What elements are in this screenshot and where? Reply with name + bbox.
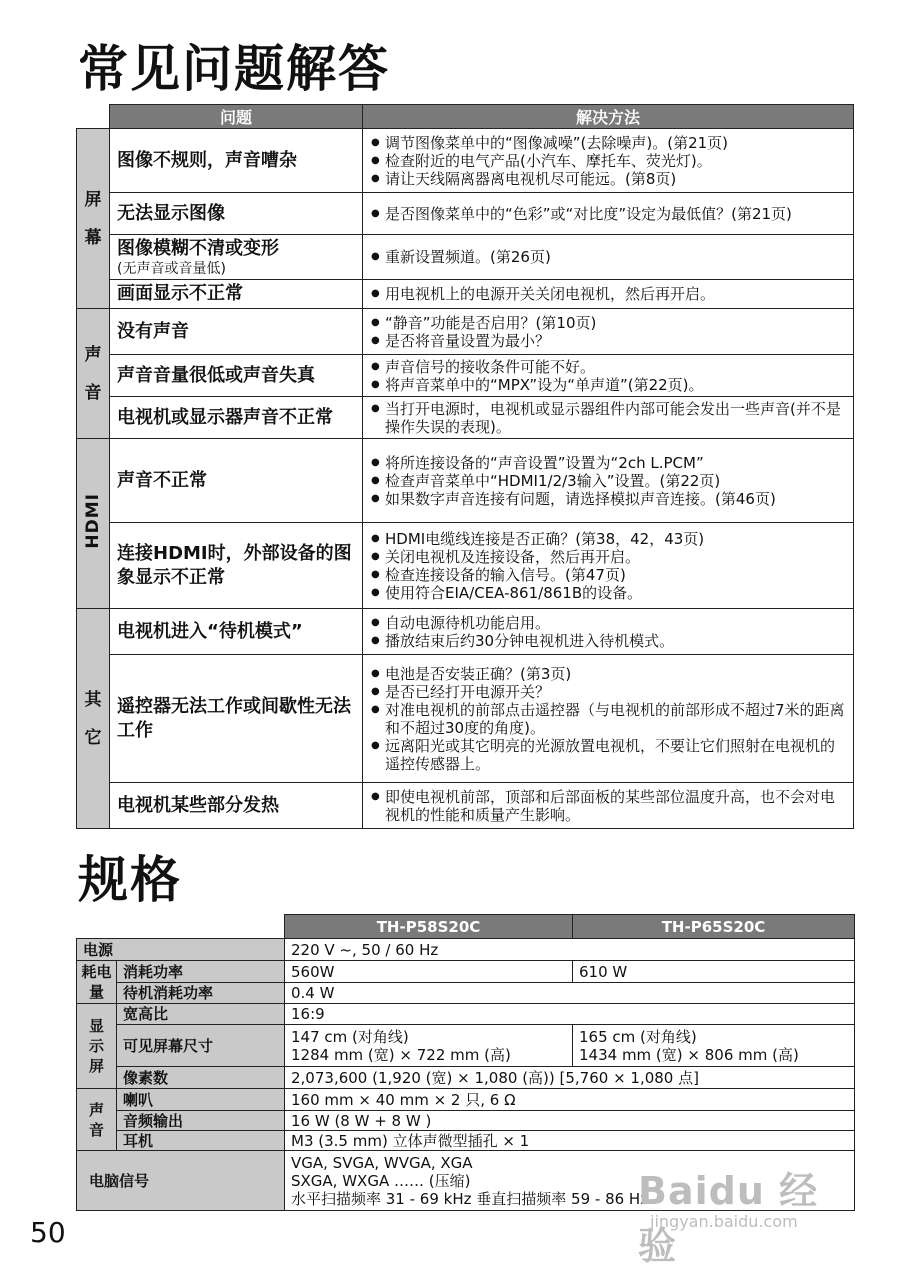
faq-header-question: 问题: [110, 105, 363, 129]
faq-question: [110, 280, 363, 309]
spec-size-v2-line2: 1434 mm (宽) × 806 mm (高): [579, 1045, 799, 1064]
spec-sound-category: [77, 1089, 117, 1151]
faq-category-char: 它: [84, 727, 102, 748]
spec-power-value: 220 V ~, 50 / 60 Hz: [285, 939, 855, 961]
faq-question-text: 没有声音: [117, 320, 189, 342]
spec-consumption-value-2: 610 W: [573, 961, 855, 983]
spec-consumption-value-1: 560W: [285, 961, 573, 983]
faq-question-text: 电视机某些部分发热: [117, 794, 279, 816]
faq-question: [110, 397, 363, 439]
spec-consumption-category: [77, 961, 117, 1004]
faq-row: [77, 439, 854, 523]
faq-solution: [363, 439, 854, 523]
spec-cat-char: 屏: [88, 1057, 104, 1075]
faq-row: [77, 309, 854, 355]
spec-pixels-value: 2,073,600 (1,920 (宽) × 1,080 (高)) [5,760 × 1,080 点]: [285, 1067, 855, 1089]
faq-question-text: 画面显示不正常: [117, 283, 243, 304]
faq-category-char: 其: [84, 689, 102, 710]
faq-row: [77, 193, 854, 235]
spec-speaker-value: 160 mm × 40 mm × 2 只, 6 Ω: [285, 1089, 855, 1111]
spec-standby-label: 待机消耗功率: [117, 983, 285, 1004]
faq-solution-list: [371, 314, 847, 350]
faq-solution-item: ● 检查连接设备的输入信号。(第47页): [371, 566, 847, 584]
faq-solution-item: ● 自动电源待机功能启用。: [371, 614, 847, 632]
faq-category-char: 音: [84, 382, 102, 403]
faq-solution: [363, 397, 854, 439]
faq-solution: [363, 655, 854, 783]
faq-row: [77, 280, 854, 309]
spec-pc-label: 电脑信号: [77, 1151, 285, 1211]
spec-size-label: 可见屏幕尺寸: [117, 1025, 285, 1067]
faq-row: [77, 655, 854, 783]
faq-table: [76, 104, 854, 829]
faq-solution: [363, 280, 854, 309]
spec-pixels-label: 像素数: [117, 1067, 285, 1089]
spec-pc-line2: SXGA, WXGA …… (压缩): [291, 1171, 471, 1190]
faq-solution-list: [371, 400, 847, 436]
faq-solution-item: ● 电池是否安装正确？(第3页): [371, 665, 847, 683]
faq-question-text: 连接HDMI时，外部设备的图象显示不正常: [117, 542, 352, 588]
faq-solution: [363, 355, 854, 397]
faq-row: [77, 129, 854, 193]
faq-header-solution: 解决方法: [363, 105, 854, 129]
spec-aspect-value: 16:9: [285, 1004, 855, 1025]
faq-question: [110, 355, 363, 397]
spec-size-value-1: [285, 1025, 573, 1067]
faq-solution-list: [371, 665, 847, 773]
faq-category: [77, 129, 110, 309]
spec-screen-category: [77, 1004, 117, 1089]
faq-category: [77, 309, 110, 439]
faq-category: [77, 439, 110, 609]
spec-standby-value: 0.4 W: [285, 983, 855, 1004]
faq-solution-list: [371, 358, 847, 394]
spec-power-label: 电源: [77, 939, 285, 961]
faq-solution-list: [371, 614, 847, 650]
spec-pc-value: [285, 1151, 855, 1211]
spec-speaker-label: 喇叭: [117, 1089, 285, 1111]
faq-solution-item: ● 当打开电源时，电视机或显示器组件内部可能会发出一些声音(并不是操作失误的表现)。: [371, 400, 847, 436]
faq-body: [77, 129, 854, 829]
faq-header-blank: [77, 105, 110, 129]
faq-solution-item: ● 请让天线隔离器离电视机尽可能远。(第8页): [371, 170, 847, 188]
spec-pc-line1: VGA, SVGA, WVGA, XGA: [291, 1153, 473, 1172]
faq-solution-item: ● 关闭电视机及连接设备，然后再开启。: [371, 548, 847, 566]
faq-solution-item: ● 即使电视机前部，顶部和后部面板的某些部位温度升高，也不会对电视机的性能和质量产生影响。: [371, 788, 847, 824]
spec-title: 规格: [78, 851, 182, 909]
faq-solution-item: ● 播放结束后约30分钟电视机进入待机模式。: [371, 632, 847, 650]
faq-solution: [363, 523, 854, 609]
faq-question: [110, 523, 363, 609]
faq-solution-item: ● 将声音菜单中的“MPX”设为“单声道”(第22页)。: [371, 376, 847, 394]
spec-table: [76, 914, 855, 1211]
spec-size-v1-line1: 147 cm (对角线): [291, 1027, 409, 1046]
watermark-logo: Baidu 经验: [638, 1169, 819, 1268]
faq-question-text: 无法显示图像: [117, 202, 225, 224]
faq-solution-item: ● HDMI电缆线连接是否正确？(第38，42，43页): [371, 530, 847, 548]
faq-question: [110, 609, 363, 655]
faq-row: [77, 609, 854, 655]
faq-question-text: 图像模糊不清或变形: [117, 238, 279, 259]
spec-cat-char: 耗电: [81, 963, 112, 981]
faq-solution-list: [371, 134, 847, 188]
faq-question-text: 声音不正常: [117, 469, 207, 491]
faq-row: [77, 355, 854, 397]
spec-audio-out-value: 16 W (8 W + 8 W ): [285, 1111, 855, 1131]
spec-headphone-value: M3 (3.5 mm) 立体声微型插孔 × 1: [285, 1131, 855, 1151]
faq-solution-item: ● 用电视机上的电源开关关闭电视机，然后再开启。: [371, 285, 847, 303]
spec-cat-char: 声: [88, 1100, 104, 1119]
faq-solution: [363, 235, 854, 280]
spec-size-value-2: [573, 1025, 855, 1067]
faq-solution: [363, 309, 854, 355]
faq-solution-item: ● 如果数字声音连接有问题，请选择模拟声音连接。(第46页): [371, 490, 847, 508]
faq-category-char: 声: [84, 344, 102, 365]
faq-solution-item: ● 对准电视机的前部点击遥控器（与电视机的前部形成不超过7米的距离和不超过30度的角度)。: [371, 701, 847, 737]
faq-category-label: HDMI: [82, 493, 103, 549]
faq-solution-list: [371, 788, 847, 824]
spec-aspect-label: 宽高比: [117, 1004, 285, 1025]
page-number: 50: [30, 1216, 66, 1249]
faq-row: [77, 397, 854, 439]
spec-pc-line3: 水平扫描频率 31 - 69 kHz 垂直扫描频率 59 - 86 Hz: [291, 1189, 649, 1208]
faq-solution-item: ● 检查附近的电气产品(小汽车、摩托车、荧光灯)。: [371, 152, 847, 170]
faq-title: 常见问题解答: [78, 40, 390, 98]
spec-cat-char: 显: [88, 1017, 104, 1035]
faq-solution-list: [371, 248, 847, 266]
faq-question-text: 电视机进入“待机模式”: [117, 620, 303, 642]
faq-question-text: 遥控器无法工作或间歇性无法工作: [117, 695, 351, 741]
faq-question-text: 声音音量很低或声音失真: [117, 364, 315, 386]
faq-question: [110, 655, 363, 783]
faq-solution-item: ● 使用符合EIA/CEA-861/861B的设备。: [371, 584, 847, 602]
faq-category: [77, 609, 110, 829]
faq-solution-list: [371, 530, 847, 602]
spec-cat-char: 音: [88, 1120, 104, 1139]
faq-row: [77, 235, 854, 280]
faq-question-text: 电视机或显示器声音不正常: [117, 406, 333, 428]
faq-question: [110, 193, 363, 235]
faq-solution: [363, 129, 854, 193]
faq-question-note: (无声音或音量低): [117, 261, 226, 277]
faq-solution-item: ● 声音信号的接收条件可能不好。: [371, 358, 847, 376]
faq-solution-item: ● 检查声音菜单中“HDMI1/2/3输入”设置。(第22页): [371, 472, 847, 490]
faq-solution-item: ● “静音”功能是否启用？(第10页): [371, 314, 847, 332]
spec-model-1: TH-P58S20C: [285, 915, 573, 939]
faq-solution-list: [371, 205, 847, 223]
faq-row: [77, 523, 854, 609]
faq-solution: [363, 609, 854, 655]
faq-solution: [363, 193, 854, 235]
spec-consumption-label: 消耗功率: [117, 961, 285, 983]
spec-cat-char: 量: [88, 983, 104, 1001]
faq-solution-list: [371, 285, 847, 303]
faq-question: [110, 235, 363, 280]
faq-solution-item: ● 调节图像菜单中的“图像减噪”(去除噪声)。(第21页): [371, 134, 847, 152]
spec-size-v2-line1: 165 cm (对角线): [579, 1027, 697, 1046]
faq-solution-item: ● 是否将音量设置为最小？: [371, 332, 847, 350]
faq-solution-item: ● 重新设置频道。(第26页): [371, 248, 847, 266]
spec-audio-out-label: 音频输出: [117, 1111, 285, 1131]
faq-question: [110, 129, 363, 193]
faq-solution-list: [371, 454, 847, 508]
faq-solution: [363, 783, 854, 829]
faq-category-char: 屏: [84, 189, 102, 210]
faq-question: [110, 439, 363, 523]
faq-question: [110, 309, 363, 355]
watermark-site: jingyan.baidu.com: [650, 1212, 798, 1231]
spec-headphone-label: 耳机: [117, 1131, 285, 1151]
faq-solution-item: ● 远离阳光或其它明亮的光源放置电视机，不要让它们照射在电视机的遥控传感器上。: [371, 737, 847, 773]
spec-size-v1-line2: 1284 mm (宽) × 722 mm (高): [291, 1045, 511, 1064]
faq-solution-item: ● 是否已经打开电源开关？: [371, 683, 847, 701]
spec-header-blank: [77, 915, 285, 939]
spec-model-2: TH-P65S20C: [573, 915, 855, 939]
spec-cat-char: 示: [88, 1037, 104, 1055]
faq-solution-item: ● 将所连接设备的“声音设置”设置为“2ch L.PCM”: [371, 454, 847, 472]
faq-question: [110, 783, 363, 829]
faq-category-char: 幕: [84, 227, 102, 248]
faq-question-text: 图像不规则，声音嘈杂: [117, 149, 297, 171]
faq-row: [77, 783, 854, 829]
faq-solution-item: ● 是否图像菜单中的“色彩”或“对比度”设定为最低值？(第21页): [371, 205, 847, 223]
